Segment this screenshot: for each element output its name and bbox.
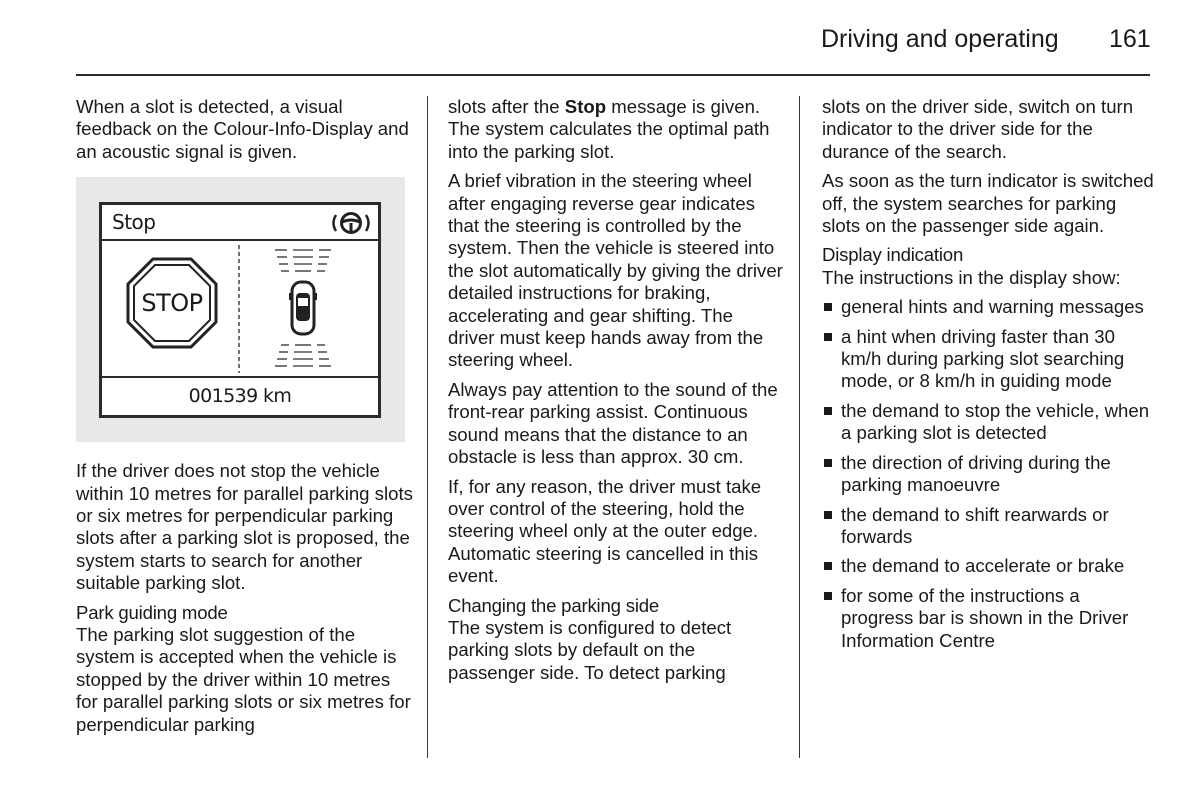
paragraph-instructions-intro: The instructions in the display show: — [822, 266, 1121, 288]
list-item: a hint when driving faster than 30 km/h during parking slot searching mode, or 8 km/h in guiding mode — [822, 326, 1154, 393]
heading-changing-parking-side: Changing the parking side — [448, 594, 660, 616]
colour-info-display — [99, 202, 381, 418]
header-divider — [76, 74, 1150, 76]
column-divider-1 — [427, 96, 428, 758]
paragraph-take-over-control: If, for any reason, the driver must take over control of the steering, hold the steering wheel only at the outer edge. Automatic steering is cancelled in this event. — [448, 475, 762, 587]
front-sensor-arcs — [275, 250, 331, 271]
column-divider-2 — [799, 96, 800, 758]
stop-keyword: Stop — [564, 96, 607, 117]
steering-assist-icon — [330, 211, 372, 235]
column-3 — [822, 96, 1154, 659]
paragraph-suggestion-accepted: The parking slot suggestion of the system is accepted when the vehicle is stopped by the driver within 10 metres for parallel parking slots or six metres for perpendicular parking — [76, 624, 411, 735]
list-item: the demand to accelerate or brake — [822, 555, 1154, 577]
paragraph-turn-indicator: slots on the driver side, switch on turn indicator to the driver side for the durance of the search. — [822, 96, 1134, 162]
paragraph-search-again: If the driver does not stop the vehicle within 10 metres for parallel parking slots or six metres for perpendicular parking slots after a parking slot is proposed, the system starts to search for another suitable parking slot. — [76, 460, 413, 594]
car-top-view — [289, 282, 317, 334]
text-run: message is given. The system calculates the optimal path into the parking slot. — [448, 96, 770, 162]
page-number: 161 — [1109, 25, 1151, 53]
display-title: Stop — [112, 210, 156, 235]
list-item: for some of the instructions a progress bar is shown in the Driver Information Centre — [822, 585, 1154, 652]
paragraph-vibration: A brief vibration in the steering wheel after engaging reverse gear indicates that the steering is controlled by the system. Then the vehicle is steered into the slot automatically by giving the driver detailed instructions for braking, accelerating and gear shifting. The driver must keep hands away from the steering wheel. — [448, 170, 783, 371]
paragraph-passenger-side-default: The system is configured to detect parking slots by default on the passenger side. To detect parking — [448, 616, 732, 683]
odometer-readout: 001539 km — [188, 385, 292, 408]
section-title: Driving and operating — [821, 25, 1059, 53]
heading-park-guiding-mode: Park guiding mode — [76, 601, 228, 623]
instructions-list — [822, 296, 1154, 652]
paragraph-stop-message — [448, 96, 783, 163]
paragraph-indicator-off: As soon as the turn indicator is switched off, the system searches for parking slots on the passenger side again. — [822, 170, 1154, 237]
paragraph-slot-detected: When a slot is detected, a visual feedback on the Colour-Info-Display and an acoustic signal is given. — [76, 96, 409, 162]
column-2 — [448, 96, 783, 691]
list-item: general hints and warning messages — [822, 296, 1154, 318]
display-illustration — [76, 177, 405, 442]
display-bottom-divider — [102, 376, 378, 378]
parking-sensor-graphic — [237, 241, 367, 375]
stop-sign-text: STOP — [141, 289, 203, 318]
list-item: the demand to shift rearwards or forwards — [822, 504, 1154, 549]
paragraph-parking-assist-sound: Always pay attention to the sound of the front-rear parking assist. Continuous sound means that the distance to an obstacle is less than approx. 30 cm. — [448, 378, 778, 468]
column-1 — [76, 96, 416, 743]
list-item: the direction of driving during the parking manoeuvre — [822, 452, 1154, 497]
text-run: slots after the — [448, 96, 565, 117]
rear-sensor-arcs — [275, 345, 331, 366]
list-item: the demand to stop the vehicle, when a parking slot is detected — [822, 400, 1154, 445]
heading-display-indication: Display indication — [822, 244, 964, 266]
